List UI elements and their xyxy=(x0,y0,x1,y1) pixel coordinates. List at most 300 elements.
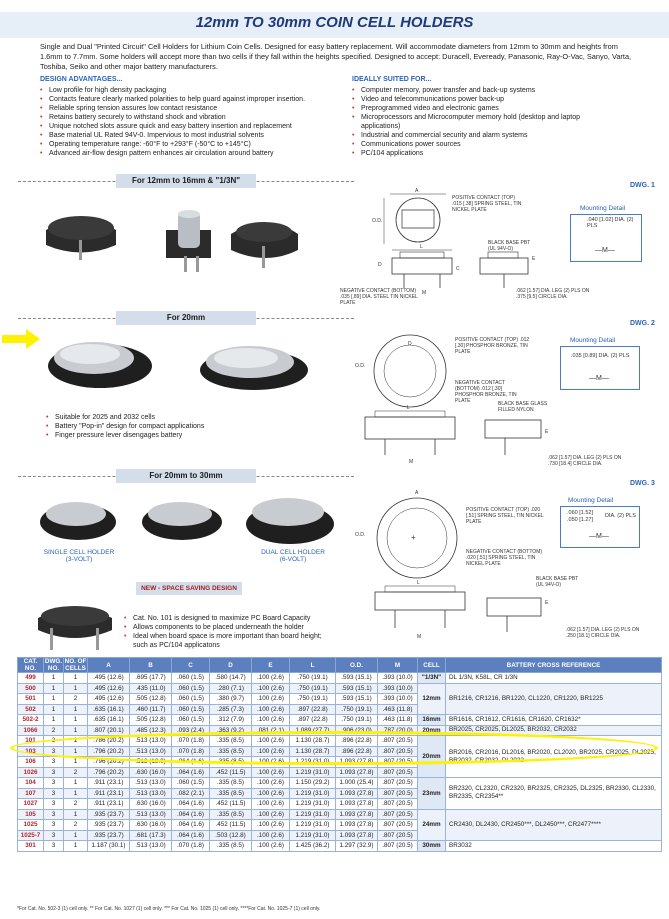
suited-list xyxy=(352,86,592,158)
catalog-number: 105 xyxy=(18,809,44,820)
dwg-label-1: DWG. 1 xyxy=(630,182,655,189)
table-cell: 1.219 (31.0) xyxy=(290,767,336,778)
table-cell: 1.425 (36.2) xyxy=(290,841,336,852)
table-cell: 2 xyxy=(64,820,88,831)
cell-size: 23mm xyxy=(418,778,446,810)
table-cell: .082 (2.1) xyxy=(172,788,210,799)
table-cell: .100 (2.6) xyxy=(252,736,290,747)
negative-contact-note-1: NEGATIVE CONTACT (BOTTOM) .035 [.89] DIA. STEEL TIN NICKEL PLATE xyxy=(340,288,418,306)
table-cell: 1.297 (32.9) xyxy=(336,841,378,852)
table-cell: .513 (13.0) xyxy=(130,809,172,820)
table-cell: .435 (11.0) xyxy=(130,683,172,694)
table-cell: 1 xyxy=(64,704,88,715)
svg-text:L: L xyxy=(420,244,423,250)
column-header: B xyxy=(130,658,172,673)
holder-photo-2 xyxy=(40,330,320,410)
table-cell: 2 xyxy=(64,694,88,705)
dual-cell-title: DUAL CELL HOLDER xyxy=(261,549,325,556)
table-cell: .807 (20.5) xyxy=(378,820,418,831)
table-cell: .897 (22.8) xyxy=(290,715,336,726)
table-cell: .335 (8.5) xyxy=(210,809,252,820)
battery-cross-reference: DL 1/3N, K58L, CR 1/3N xyxy=(446,673,662,684)
table-cell: 3 xyxy=(44,778,64,789)
svg-text:D: D xyxy=(378,262,382,268)
table-cell: .460 (11.7) xyxy=(130,704,172,715)
table-cell: .100 (2.6) xyxy=(252,778,290,789)
advantage-item: • Operating temperature range: -60°F to +293°F (-50°C to +145°C) xyxy=(40,140,340,149)
column-header: L xyxy=(290,658,336,673)
table-cell: .100 (2.6) xyxy=(252,767,290,778)
cell-size: 20mm xyxy=(418,725,446,736)
suited-item: • Video and telecommunications power back-up xyxy=(352,95,592,104)
table-cell: .081 (2.1) xyxy=(252,725,290,736)
table-cell: .630 (16.0) xyxy=(130,799,172,810)
leg-note-2: .062 [1.57] DIA. LEG (2) PLS ON .730 [18.4] CIRCLE DIA. xyxy=(548,455,622,467)
table-cell: .100 (2.6) xyxy=(252,830,290,841)
mounting-detail-note-3b: .050 [1.27] xyxy=(567,517,593,523)
catalog-number: 103 xyxy=(18,746,44,757)
s2-bullets xyxy=(46,413,286,440)
table-cell: .513 (13.0) xyxy=(130,778,172,789)
table-cell: .796 (20.2) xyxy=(88,767,130,778)
column-header: O.D. xyxy=(336,658,378,673)
svg-text:L: L xyxy=(407,405,410,411)
table-cell: 3 xyxy=(44,809,64,820)
table-cell: .100 (2.6) xyxy=(252,820,290,831)
catalog-number: 1025-7 xyxy=(18,830,44,841)
table-cell: .630 (16.0) xyxy=(130,767,172,778)
negative-contact-note-2: NEGATIVE CONTACT (BOTTOM) .012 [.30] PHOSPHOR BRONZE, TIN PLATE xyxy=(455,380,517,404)
table-cell: .896 (22.8) xyxy=(336,736,378,747)
table-row xyxy=(18,778,662,789)
table-cell: .495 (12.6) xyxy=(88,683,130,694)
table-row xyxy=(18,683,662,694)
catalog-number: 107 xyxy=(18,788,44,799)
table-cell: .452 (11.5) xyxy=(210,799,252,810)
table-cell: 1.093 (27.8) xyxy=(336,809,378,820)
mounting-detail-box-2 xyxy=(560,346,640,390)
table-cell: .093 (2.4) xyxy=(172,725,210,736)
catalog-number: 501 xyxy=(18,694,44,705)
table-cell: 1.093 (27.8) xyxy=(336,820,378,831)
mounting-m-1: —M— xyxy=(595,247,615,254)
catalog-number: 499 xyxy=(18,673,44,684)
intro-paragraph: Single and Dual "Printed Circuit" Cell Holders for Lithium Coin Cells. Designed for easy battery replacement. Will accommodate diameters from 12mm to 30mm and heights from 1.6mm to 7.7mm. Some holders will accept more than two cells if they fall within the heights specified. Designed to accept: Duracell, Eveready, Panasonic, Ray-O-Vac, Sanyo, Varta, Toshiba, Seiko and other major battery manufacturers. xyxy=(40,42,632,71)
table-cell: 3 xyxy=(44,757,64,768)
battery-cross-reference: BR2320, CL2320, CR2320, BR2325, CR2325, DL2325, BR2330, CL2330, BR2335, CR2354** xyxy=(446,778,662,810)
battery-cross-reference: BR2025, CR2025, DL2025, BR2032, CR2032 xyxy=(446,725,662,736)
table-cell: .593 (15.1) xyxy=(336,673,378,684)
advantage-item: • Unique notched slots assure quick and easy battery insertion and replacement xyxy=(40,122,340,131)
new-design-bullet-item: • Cat. No. 101 is designed to maximize PC Board Capacity xyxy=(124,614,334,623)
table-cell: .485 (12.3) xyxy=(130,725,172,736)
table-cell: .787 (20.0) xyxy=(378,725,418,736)
table-cell: 1.150 (29.2) xyxy=(290,778,336,789)
battery-cross-reference: CR2430, DL2430, CR2450***, DL2450***, CR2477**** xyxy=(446,809,662,841)
catalog-number: 500 xyxy=(18,683,44,694)
table-cell: .064 (1.6) xyxy=(172,757,210,768)
column-header: DWG. NO. xyxy=(44,658,63,672)
table-cell: .060 (1.5) xyxy=(172,683,210,694)
catalog-number: 1025 xyxy=(18,820,44,831)
table-cell: .100 (2.6) xyxy=(252,673,290,684)
advantage-item: • Advanced air-flow design pattern enhances air circulation around battery xyxy=(40,149,340,158)
table-cell: .505 (12.8) xyxy=(130,694,172,705)
table-cell: 1 xyxy=(64,778,88,789)
table-cell: 3 xyxy=(44,767,64,778)
table-row xyxy=(18,715,662,726)
table-cell: 1.219 (31.0) xyxy=(290,809,336,820)
table-cell: 1.093 (27.8) xyxy=(336,830,378,841)
table-cell: 1.130 (28.7) xyxy=(290,736,336,747)
table-cell: .100 (2.6) xyxy=(252,788,290,799)
catalog-number: 106 xyxy=(18,757,44,768)
table-cell: .807 (20.5) xyxy=(378,736,418,747)
holder-image-1c xyxy=(231,222,298,268)
table-cell: .393 (10.0) xyxy=(378,673,418,684)
table-cell: .935 (23.7) xyxy=(88,820,130,831)
table-cell: 1 xyxy=(64,757,88,768)
table-cell: .807 (20.5) xyxy=(378,778,418,789)
table-cell: .070 (1.8) xyxy=(172,746,210,757)
catalog-number: 1027 xyxy=(18,799,44,810)
table-cell: .064 (1.6) xyxy=(172,820,210,831)
table-cell: 1 xyxy=(44,715,64,726)
svg-text:O.D.: O.D. xyxy=(355,532,366,538)
base-note-3: BLACK BASE PBT (UL 94V-O) xyxy=(536,576,579,588)
table-cell: .060 (1.5) xyxy=(172,673,210,684)
mounting-detail-box-3 xyxy=(560,506,640,548)
table-cell: 1.089 (27.7) xyxy=(290,725,336,736)
table-cell: .935 (23.7) xyxy=(88,809,130,820)
table-cell: .513 (13.0) xyxy=(130,746,172,757)
table-cell: 1 xyxy=(64,809,88,820)
base-note-1: BLACK BASE PBT (UL 94V-O) xyxy=(488,240,531,252)
table-cell: .312 (7.9) xyxy=(210,715,252,726)
column-header: M xyxy=(378,658,418,673)
table-cell: .807 (20.5) xyxy=(378,746,418,757)
mounting-detail-box-1 xyxy=(570,214,642,262)
holder-photo-1 xyxy=(36,200,301,280)
mounting-m-3: —M— xyxy=(589,533,609,540)
table-cell: .100 (2.6) xyxy=(252,715,290,726)
table-cell: 1 xyxy=(44,683,64,694)
advantages-list xyxy=(40,86,340,158)
table-cell: .060 (1.5) xyxy=(172,694,210,705)
table-cell: .060 (1.5) xyxy=(172,715,210,726)
catalog-number: 101 xyxy=(18,736,44,747)
holder-photo-101 xyxy=(30,596,120,652)
svg-text:D: D xyxy=(408,341,412,347)
table-cell: .635 (16.1) xyxy=(88,715,130,726)
table-cell: .750 (19.1) xyxy=(336,715,378,726)
table-cell: .807 (20.1) xyxy=(88,725,130,736)
table-cell: .393 (10.0) xyxy=(378,683,418,694)
mounting-detail-title-2: Mounting Detail xyxy=(570,337,616,344)
table-cell: .807 (20.5) xyxy=(378,788,418,799)
table-cell: .505 (12.8) xyxy=(130,715,172,726)
new-design-label: NEW - SPACE SAVING DESIGN xyxy=(136,582,242,595)
table-cell: 1.187 (30.1) xyxy=(88,841,130,852)
svg-text:E: E xyxy=(545,429,549,435)
dwg-label-3: DWG. 3 xyxy=(630,480,655,487)
catalog-number: 1066 xyxy=(18,725,44,736)
highlight-ellipse xyxy=(10,731,658,765)
table-cell: .452 (11.5) xyxy=(210,820,252,831)
table-cell: 1.219 (31.0) xyxy=(290,830,336,841)
catalog-number: 502-2 xyxy=(18,715,44,726)
cell-size: "1/3N" xyxy=(418,673,446,684)
spec-table-header xyxy=(18,658,662,673)
new-design-bullet-item: • Ideal when board space is more important than board height; such as PC/104 applicatons xyxy=(124,632,334,650)
holder-image-1a xyxy=(46,216,116,260)
positive-contact-note-2: POSITIVE CONTACT (TOP) .012 [.30] PHOSPHOR BRONZE, TIN PLATE xyxy=(455,337,530,355)
table-cell: 1 xyxy=(64,715,88,726)
svg-text:A: A xyxy=(415,490,419,496)
holder-photo-3 xyxy=(36,488,346,550)
table-cell: 1 xyxy=(64,683,88,694)
table-cell: .070 (1.8) xyxy=(172,841,210,852)
table-cell: .100 (2.6) xyxy=(252,683,290,694)
table-cell: 1 xyxy=(64,841,88,852)
table-cell: .807 (20.5) xyxy=(378,799,418,810)
table-cell: .363 (9.2) xyxy=(210,725,252,736)
table-cell: .060 (1.5) xyxy=(172,704,210,715)
table-cell: .897 (22.8) xyxy=(290,704,336,715)
table-cell: .750 (19.1) xyxy=(290,673,336,684)
table-cell: .393 (10.0) xyxy=(378,694,418,705)
single-cell-title: SINGLE CELL HOLDER xyxy=(43,549,115,556)
table-cell: .100 (2.6) xyxy=(252,757,290,768)
mounting-detail-note-3c: DIA. (2) PLS xyxy=(605,513,636,519)
column-header: BATTERY CROSS REFERENCE xyxy=(446,658,662,673)
table-cell: .463 (11.8) xyxy=(378,715,418,726)
table-cell: .695 (17.7) xyxy=(130,673,172,684)
mounting-detail-note-3a: .060 [1.52] xyxy=(567,510,593,516)
svg-text:A: A xyxy=(415,188,419,194)
suited-item: • PC/104 applications xyxy=(352,149,592,158)
suited-heading: IDEALLY SUITED FOR... xyxy=(352,76,432,83)
table-cell: .911 (23.1) xyxy=(88,778,130,789)
table-cell: .060 (1.5) xyxy=(172,778,210,789)
table-cell: .513 (13.0) xyxy=(130,841,172,852)
table-cell: 3 xyxy=(44,841,64,852)
table-cell: .100 (2.6) xyxy=(252,799,290,810)
table-cell: 1 xyxy=(44,704,64,715)
svg-text:O.D.: O.D. xyxy=(372,218,383,224)
advantage-item: • Retains battery securely to withstand shock and vibration xyxy=(40,113,340,122)
table-cell: .335 (8.5) xyxy=(210,746,252,757)
table-cell: 3 xyxy=(44,788,64,799)
advantage-item: • Reliable spring tension assures low contact resistance xyxy=(40,104,340,113)
cell-size: 16mm xyxy=(418,715,446,726)
yellow-arrow-icon xyxy=(2,327,42,351)
table-cell: .100 (2.6) xyxy=(252,746,290,757)
advantage-item: • Base material UL Rated 94V-0. Impervious to most industrial solvents xyxy=(40,131,340,140)
table-cell: 2 xyxy=(64,799,88,810)
table-cell: .807 (20.5) xyxy=(378,809,418,820)
svg-text:M: M xyxy=(422,290,427,296)
s2-bullet-item: • Suitable for 2025 and 2032 cells xyxy=(46,413,286,422)
s2-bullet-item: • Battery "Pop-in" design for compact applications xyxy=(46,422,286,431)
table-cell: 2 xyxy=(64,767,88,778)
holder-image-3b xyxy=(142,502,222,540)
table-cell: .495 (12.6) xyxy=(88,673,130,684)
table-cell: .750 (19.1) xyxy=(290,683,336,694)
cell-size: 24mm xyxy=(418,809,446,841)
table-cell: .513 (13.0) xyxy=(130,788,172,799)
table-cell: 1 xyxy=(64,746,88,757)
single-cell-voltage: (3-VOLT) xyxy=(65,556,93,563)
table-cell: 1.093 (27.8) xyxy=(336,788,378,799)
table-cell: .750 (19.1) xyxy=(336,704,378,715)
cell-size: 20mm xyxy=(418,736,446,778)
table-cell: 1.130 (28.7) xyxy=(290,746,336,757)
leg-note-3: .062 [1.57] DIA. LEG (2) PLS ON .250 [18.1] CIRCLE DIA. xyxy=(566,627,640,639)
table-cell: 3 xyxy=(44,746,64,757)
svg-text:E: E xyxy=(532,256,536,262)
table-cell: .807 (20.5) xyxy=(378,830,418,841)
table-cell: .380 (9.7) xyxy=(210,694,252,705)
table-cell: .285 (7.3) xyxy=(210,704,252,715)
catalog-number: 104 xyxy=(18,778,44,789)
catalog-number: 502 xyxy=(18,704,44,715)
suited-item: • Microprocessors and Microcomputer memory hold (desktop and laptop applications) xyxy=(352,113,592,131)
table-cell: .807 (20.5) xyxy=(378,757,418,768)
positive-contact-note-1: POSITIVE CONTACT (TOP) .015 [.38] SPRING STEEL, TIN NICKEL PLATE xyxy=(452,195,522,213)
svg-text:O.D.: O.D. xyxy=(355,363,366,369)
table-cell: 3 xyxy=(44,799,64,810)
table-footnote: *For Cat. No. 502-3 (1) cell only. ** For Cat. No. 1027 (1) cell only. *** For Cat. No. 1025 (1) cell only. ****For Cat. No. 1025-7 (1) cell only. xyxy=(17,906,321,912)
table-cell: .593 (15.1) xyxy=(336,683,378,694)
suited-item: • Industrial and commercial security and alarm systems xyxy=(352,131,592,140)
table-cell: .495 (12.6) xyxy=(88,694,130,705)
svg-text:C: C xyxy=(456,266,460,272)
battery-cross-reference: BR1216, CR1216, BR1220, CL1220, CR1220, BR1225 xyxy=(446,683,662,715)
table-cell: .100 (2.6) xyxy=(252,841,290,852)
base-note-2: BLACK BASE GLASS FILLED NYLON xyxy=(498,401,548,413)
table-cell: .630 (16.0) xyxy=(130,820,172,831)
table-cell: .513 (13.0) xyxy=(130,757,172,768)
table-cell: 1.093 (27.8) xyxy=(336,757,378,768)
table-cell: 1 xyxy=(44,673,64,684)
catalog-number: 301 xyxy=(18,841,44,852)
table-cell: 1 xyxy=(64,788,88,799)
section-label-1: For 12mm to 16mm & "1/3N" xyxy=(116,174,256,188)
holder-image-3c xyxy=(246,498,334,544)
holder-image-1b xyxy=(166,210,211,272)
table-cell: 1 xyxy=(64,725,88,736)
table-cell: 1 xyxy=(64,736,88,747)
table-cell: 3 xyxy=(44,820,64,831)
table-cell: .796 (20.2) xyxy=(88,746,130,757)
table-cell: .335 (8.5) xyxy=(210,788,252,799)
table-cell: .796 (20.2) xyxy=(88,757,130,768)
mounting-detail-title-3: Mounting Detail xyxy=(568,497,614,504)
leg-note-1: .062 [1.57] DIA. LEG (2) PLS ON .375 [9.5] CIRCLE DIA. xyxy=(516,288,590,300)
single-cell-label xyxy=(34,549,124,563)
table-cell: 1.219 (31.0) xyxy=(290,788,336,799)
dual-cell-label xyxy=(248,549,338,563)
mounting-detail-note-1: .040 [1.02] DIA. (2) PLS xyxy=(587,217,634,229)
new-design-bullets xyxy=(124,614,334,650)
table-cell: .580 (14.7) xyxy=(210,673,252,684)
advantage-item: • Contacts feature clearly marked polarities to help guard against improper insertion. xyxy=(40,95,340,104)
positive-contact-note-3: POSITIVE CONTACT (TOP) .020 [.51] SPRING STEEL, TIN NICKEL PLATE xyxy=(466,507,544,525)
table-cell: .593 (15.1) xyxy=(336,694,378,705)
new-design-bullet-item: • Allows components to be placed underneath the holder xyxy=(124,623,334,632)
table-cell: .935 (23.7) xyxy=(88,830,130,841)
table-cell: 1 xyxy=(64,673,88,684)
mounting-detail-title-1: Mounting Detail xyxy=(580,205,626,212)
table-cell: .513 (13.0) xyxy=(130,736,172,747)
svg-text:L: L xyxy=(417,580,420,586)
table-cell: .503 (12.8) xyxy=(210,830,252,841)
table-cell: .807 (20.5) xyxy=(378,841,418,852)
advantage-item: • Low profile for high density packaging xyxy=(40,86,340,95)
column-header: NO. OF CELLS xyxy=(64,658,87,672)
column-header: CAT. NO. xyxy=(18,658,44,673)
table-cell: .911 (23.1) xyxy=(88,788,130,799)
table-cell: .463 (11.8) xyxy=(378,704,418,715)
table-cell: .064 (1.6) xyxy=(172,830,210,841)
mounting-m-2: —M— xyxy=(589,375,609,382)
table-cell: .452 (11.5) xyxy=(210,767,252,778)
table-cell: 1.219 (31.0) xyxy=(290,820,336,831)
advantages-heading: DESIGN ADVANTAGES... xyxy=(40,76,123,83)
battery-cross-reference: BR1616, CR1612, CR1616, CR1620, CR1632* xyxy=(446,715,662,726)
table-cell: .064 (1.6) xyxy=(172,767,210,778)
table-cell: 1.219 (31.0) xyxy=(290,757,336,768)
table-cell: .064 (1.6) xyxy=(172,809,210,820)
table-cell: .064 (1.6) xyxy=(172,799,210,810)
table-cell: .335 (8.5) xyxy=(210,841,252,852)
cell-size: 30mm xyxy=(418,841,446,852)
negative-contact-note-3: NEGATIVE CONTACT (BOTTOM) .020 [.51] SPRING STEEL, TIN NICKEL PLATE xyxy=(466,549,543,567)
table-cell: .911 (23.1) xyxy=(88,799,130,810)
table-row xyxy=(18,809,662,820)
svg-text:M: M xyxy=(417,634,422,640)
table-cell: .070 (1.8) xyxy=(172,736,210,747)
table-cell: .100 (2.6) xyxy=(252,704,290,715)
mounting-detail-note-2: .035 [0.89] DIA. (2) PLS xyxy=(571,353,630,359)
suited-item: • Preprogrammed video and electronic games xyxy=(352,104,592,113)
table-cell: 1.219 (31.0) xyxy=(290,799,336,810)
table-row xyxy=(18,841,662,852)
battery-cross-reference: BR2016, CR2016, DL2016, BR2020, CL2020, BR2025, CR2025, DL2025, BR2032, CR2032, DL2032 xyxy=(446,736,662,778)
table-cell: 1.093 (27.8) xyxy=(336,799,378,810)
table-cell: .681 (17.3) xyxy=(130,830,172,841)
table-cell: .807 (20.5) xyxy=(378,767,418,778)
table-cell: .280 (7.1) xyxy=(210,683,252,694)
table-cell: .100 (2.6) xyxy=(252,694,290,705)
section-label-3: For 20mm to 30mm xyxy=(116,469,256,483)
table-cell: .750 (19.1) xyxy=(290,694,336,705)
suited-item: • Communications power sources xyxy=(352,140,592,149)
dual-cell-voltage: (6-VOLT) xyxy=(279,556,307,563)
table-cell: 2 xyxy=(44,725,64,736)
table-cell: .335 (8.5) xyxy=(210,778,252,789)
table-cell: 1 xyxy=(44,694,64,705)
s2-bullet-item: • Finger pressure lever disengages battery xyxy=(46,431,286,440)
table-cell: 1.093 (27.8) xyxy=(336,767,378,778)
svg-text:+: + xyxy=(411,533,416,542)
column-header: C xyxy=(172,658,210,673)
holder-image-2b xyxy=(200,346,308,390)
table-cell: .786 (20.2) xyxy=(88,736,130,747)
table-cell: .100 (2.6) xyxy=(252,809,290,820)
holder-image-3a xyxy=(40,502,116,540)
